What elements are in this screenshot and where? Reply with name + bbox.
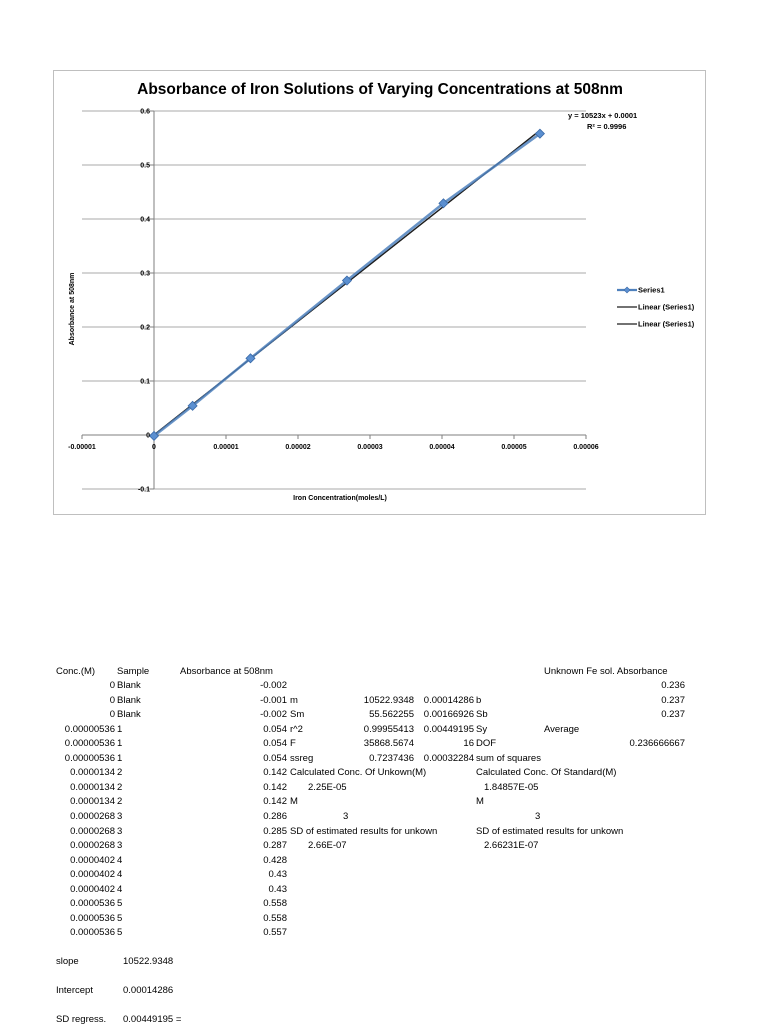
cell-stat-label-2: Calculated Conc. Of Standard(M) <box>476 767 617 779</box>
cell-conc: 0.0000268 <box>70 840 115 852</box>
cell-sample: Blank <box>117 694 141 706</box>
cell-conc: 0 <box>109 694 115 706</box>
cell-absorbance: 0.142 <box>263 796 287 808</box>
y-tick-label: 0.4 <box>140 216 150 224</box>
cell-conc: 0.0000402 <box>70 854 115 866</box>
x-tick-label: 0.00006 <box>573 444 599 451</box>
cell-stat-label: m <box>290 694 298 706</box>
cell-absorbance: 0.558 <box>263 898 287 910</box>
cell-unknown-abs: 0.237 <box>661 694 685 706</box>
cell-stat-value-2: 0.00014286 <box>423 694 474 706</box>
cell-stat-label: M <box>290 796 298 808</box>
cell-stat-label: ssreg <box>290 752 314 764</box>
x-tick-label: 0.00001 <box>213 444 239 451</box>
cell-absorbance: 0.054 <box>263 723 287 735</box>
cell-stat-label-2: SD of estimated results for unkown <box>476 825 624 837</box>
chart-frame <box>53 70 706 515</box>
y-tick-label: 0.3 <box>140 270 150 278</box>
legend-entry: Linear (Series1) <box>638 319 695 329</box>
summary-value: 0.00449195 = <box>123 1014 182 1025</box>
y-tick-label: 0.5 <box>140 162 150 170</box>
y-tick-label: 0.1 <box>140 378 150 386</box>
cell-absorbance: -0.001 <box>260 694 287 706</box>
cell-stat-label: SD of estimated results for unkown <box>290 825 438 837</box>
cell-stat-label-2: M <box>476 796 484 808</box>
header-sample: Sample <box>117 666 150 677</box>
cell-stat-value: 55.562255 <box>369 709 414 721</box>
cell-absorbance: 0.43 <box>268 883 287 895</box>
cell-conc: 0 <box>109 680 115 691</box>
y-tick-label: -0.1 <box>137 486 150 494</box>
cell-conc: 0.00000536 <box>64 752 115 764</box>
cell-sample: 3 <box>117 810 123 822</box>
cell-stat-label: Calculated Conc. Of Unkown(M) <box>290 767 427 779</box>
cell-stat-value-2: 16 <box>463 738 474 750</box>
legend <box>617 286 695 329</box>
cell-conc: 0.0000536 <box>70 912 115 924</box>
x-tick-label: 0.00004 <box>429 444 455 451</box>
cell-conc: 0.0000536 <box>70 898 115 910</box>
cell-sample: 1 <box>117 752 123 764</box>
legend-entry: Series1 <box>638 285 665 295</box>
cell-sample: Blank <box>117 709 141 721</box>
cell-stat-label-2: sum of squares <box>476 752 541 764</box>
cell-sample: 5 <box>117 912 123 924</box>
cell-conc: 0.00000536 <box>64 723 115 735</box>
x-tick-label: 0.00002 <box>285 444 311 451</box>
cell-stat-value: 2.25E-05 <box>308 781 347 793</box>
cell-stat-value-2: 0.00166926 <box>423 709 474 721</box>
cell-stat-label-2: Sb <box>476 709 488 721</box>
cell-stat-value: 0.99955413 <box>363 723 414 735</box>
cell-sample: 2 <box>117 767 123 779</box>
trendline-r-squared: R² = 0.9996 <box>587 122 627 131</box>
y-axis-label: Absorbance at 508nm <box>69 272 76 346</box>
cell-unknown-abs: 0.236 <box>661 680 685 691</box>
cell-stat-label-2: 3 <box>535 810 541 822</box>
cell-stat-label: F <box>290 738 296 750</box>
cell-absorbance: 0.558 <box>263 912 287 924</box>
cell-stat-value: 35868.5674 <box>363 738 414 750</box>
cell-sample: 2 <box>117 796 123 808</box>
cell-absorbance: 0.142 <box>263 767 287 779</box>
cell-stat-value: 0.7237436 <box>369 752 414 764</box>
cell-stat-label-2: b <box>476 694 482 706</box>
cell-conc: 0.0000134 <box>70 796 115 808</box>
summary-value: 10522.9348 <box>123 956 174 967</box>
cell-conc: 0.0000268 <box>70 825 115 837</box>
cell-absorbance: 0.428 <box>263 854 287 866</box>
summary-value: 0.00014286 <box>123 985 174 996</box>
header-conc: Conc.(M) <box>56 666 96 677</box>
chart-svg <box>54 71 707 516</box>
cell-stat-label-2: 1.84857E-05 <box>484 781 539 793</box>
cell-absorbance: 0.054 <box>263 738 287 750</box>
cell-sample: 5 <box>117 927 123 939</box>
cell-absorbance: 0.43 <box>268 869 287 881</box>
cell-conc: 0 <box>109 709 115 721</box>
cell-sample: 4 <box>117 854 123 866</box>
cell-sample: 4 <box>117 869 123 881</box>
summary-label: slope <box>56 956 79 967</box>
cell-sample: 1 <box>117 738 123 750</box>
cell-conc: 0.0000402 <box>70 869 115 881</box>
header-unknown: Unknown Fe sol. Absorbance <box>544 666 668 677</box>
tick-labels <box>68 109 599 494</box>
cell-conc: 0.00000536 <box>64 738 115 750</box>
cell-absorbance: -0.002 <box>260 709 287 721</box>
cell-sample: 2 <box>117 781 123 793</box>
summary-label: SD regress. <box>56 1014 107 1025</box>
summary-label: Intercept <box>56 985 93 996</box>
cell-stat-value-2: 0.00032284 <box>423 752 474 764</box>
cell-stat-label: r^2 <box>290 723 303 735</box>
cell-absorbance: 0.286 <box>263 810 287 822</box>
cell-stat-label: Sm <box>290 709 305 721</box>
cell-conc: 0.0000134 <box>70 767 115 779</box>
cell-absorbance: 0.142 <box>263 781 287 793</box>
x-tick-label: 0.00005 <box>501 444 527 451</box>
series <box>150 129 545 440</box>
cell-absorbance: 0.285 <box>263 825 287 837</box>
cell-stat-value: 3 <box>343 810 349 822</box>
cell-conc: 0.0000268 <box>70 810 115 822</box>
trendline-equation: y = 10523x + 0.0001 <box>568 111 638 120</box>
cell-absorbance: 0.557 <box>263 927 287 939</box>
cell-sample: 1 <box>117 723 123 735</box>
x-tick-label: -0.00001 <box>68 444 96 451</box>
legend-entry: Linear (Series1) <box>638 302 695 312</box>
cell-sample: 5 <box>117 898 123 910</box>
chart-title: Absorbance of Iron Solutions of Varying Concentrations at 508nm <box>137 81 623 98</box>
cell-sample: Blank <box>117 680 141 691</box>
legend-marker <box>624 287 630 293</box>
x-tick-label: 0 <box>152 444 156 451</box>
x-axis-label: Iron Concentration(moles/L) <box>293 495 387 502</box>
cell-absorbance: -0.002 <box>260 680 287 691</box>
cell-absorbance: 0.054 <box>263 752 287 764</box>
cell-stat-label-2: 2.66231E-07 <box>484 840 539 852</box>
cell-sample: 3 <box>117 840 123 852</box>
cell-stat-value: 10522.9348 <box>363 694 414 706</box>
cell-stat-value: 2.66E-07 <box>308 840 347 852</box>
cell-unknown-abs: 0.236666667 <box>629 738 685 750</box>
cell-unknown-abs: 0.237 <box>661 709 685 721</box>
cell-conc: 0.0000134 <box>70 781 115 793</box>
cell-conc: 0.0000536 <box>70 927 115 939</box>
x-tick-label: 0.00003 <box>357 444 383 451</box>
y-tick-label: 0 <box>146 432 150 440</box>
header-absorbance: Absorbance at 508nm <box>180 666 273 677</box>
cell-sample: 3 <box>117 825 123 837</box>
cell-stat-label-2: DOF <box>476 738 497 750</box>
y-tick-label: 0.2 <box>140 324 150 332</box>
cell-average-label: Average <box>544 723 580 735</box>
cell-sample: 4 <box>117 883 123 895</box>
cell-stat-value-2: 0.00449195 <box>423 723 474 735</box>
cell-stat-label-2: Sy <box>476 723 488 735</box>
y-tick-label: 0.6 <box>140 108 150 116</box>
cell-absorbance: 0.287 <box>263 840 287 852</box>
cell-conc: 0.0000402 <box>70 883 115 895</box>
